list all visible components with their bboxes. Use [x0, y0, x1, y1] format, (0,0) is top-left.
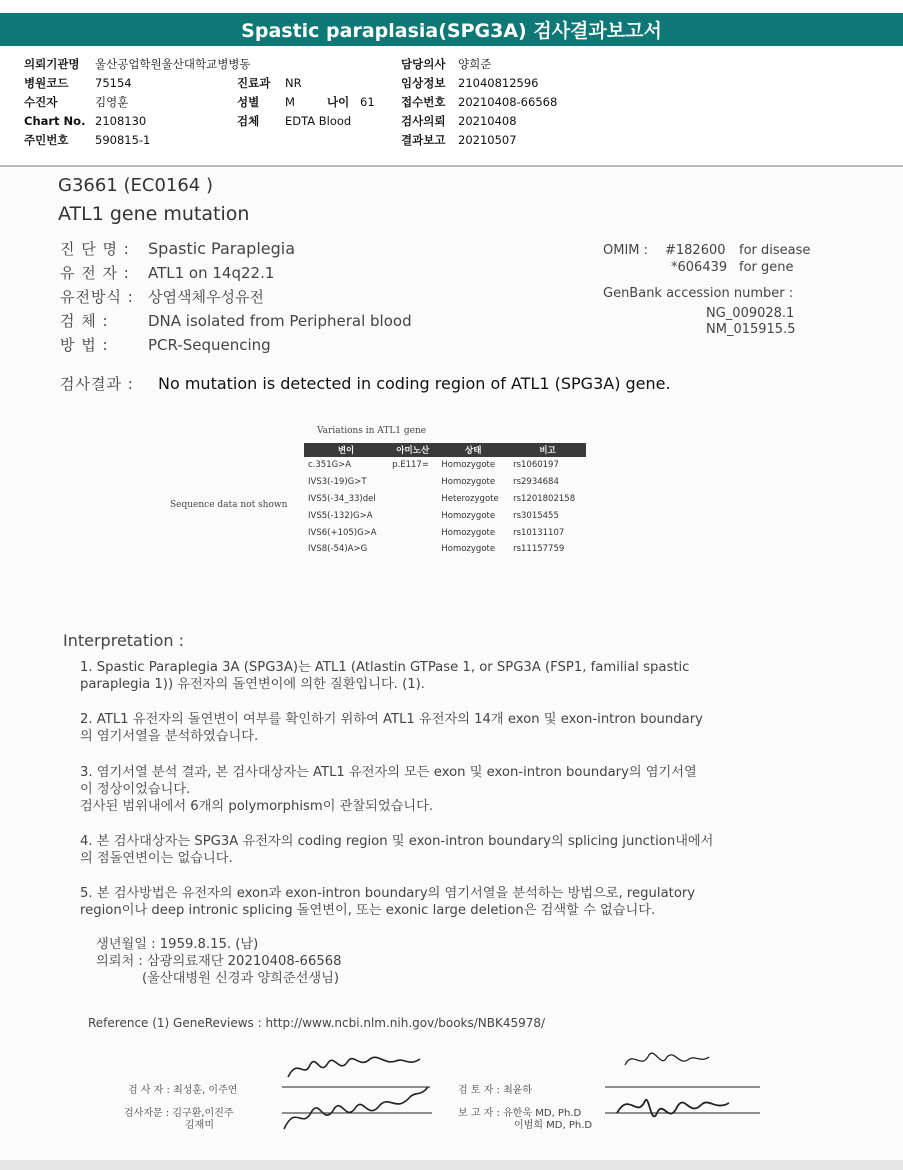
- header-col-1: [24, 55, 251, 150]
- test-fields: [60, 238, 412, 358]
- header-col-2: [237, 74, 375, 131]
- reviewer-signature: [605, 1047, 765, 1147]
- header-col-3: [401, 55, 557, 150]
- variations-title: Variations in ATL1 gene: [317, 426, 427, 436]
- header-row: 결과보고 20210507: [401, 133, 517, 147]
- test-name: ATL1 gene mutation: [58, 203, 250, 225]
- table-row: IVS5(-34_33)del Heterozygote rs1201802158: [308, 493, 576, 504]
- table-header-row: [304, 443, 586, 457]
- header-row: 담당의사 양희준: [401, 57, 492, 71]
- column-header: 아미노산: [388, 443, 437, 457]
- column-header: 비고: [509, 443, 586, 457]
- reference-line: Reference (1) GeneReviews : http://www.ncbi.nlm.nih.gov/books/NBK45978/: [88, 1016, 546, 1030]
- interpretation-item: 1. Spastic Paraplegia 3A (SPG3A)는 ATL1 (Atlastin GTPase 1, or SPG3A (FSP1, familial spastic paraplegia 1)) 유전자의 돌연변이에 의한 질환입니다. (1).: [80, 660, 690, 692]
- report-title: Spastic paraplasia(SPG3A) 검사결과보고서: [0, 13, 903, 46]
- header-row: 검체 EDTA Blood: [237, 114, 352, 128]
- header-row: 임상정보 21040812596: [401, 76, 539, 90]
- header-row: 진료과 NR: [237, 76, 302, 90]
- patient-note: 생년월일 : 1959.8.15. (남) 의뢰처 : 삼광의료재단 20210408-66568 (울산대병원 신경과 양희준선생님): [96, 937, 342, 986]
- field-row: 유전방식 : 상염색체우성유전: [60, 288, 264, 306]
- tester-line: 검 사 자 : 최성훈, 이주연: [128, 1085, 238, 1096]
- column-header: 변이: [304, 443, 388, 457]
- field-row: 진 단 명 : Spastic Paraplegia: [60, 239, 296, 258]
- interpretation-item: 3. 염기서열 분석 결과, 본 검사대상자는 ATL1 유전자의 모든 exon 및 exon-intron boundary의 염기서열 이 정상이었습니다. 검사된 범위내에서 6개의 polymorphism이 관찰되었습니다.: [80, 765, 697, 814]
- table-row: IVS6(+105)G>A Homozygote rs10131107: [308, 527, 565, 538]
- interpretation-item: 2. ATL1 유전자의 돌연변이 여부를 확인하기 위하여 ATL1 유전자의 14개 exon 및 exon-intron boundary 의 염기서열을 분석하였습니다.: [80, 712, 703, 744]
- header-row: 검사의뢰 20210408: [401, 114, 517, 128]
- interpretation-item: 5. 본 검사방법은 유전자의 exon과 exon-intron boundary의 염기서열을 분석하는 방법으로, regulatory region이나 deep intronic splicing 돌연변이, 또는 exonic large deletion은 검색할 수 없습니다.: [80, 886, 696, 918]
- table-row: c.351G>A p.E117= Homozygote rs1060197: [308, 460, 559, 471]
- report-body: [0, 167, 903, 1160]
- result-line: 검사결과 : No mutation is detected in coding region of ATL1 (SPG3A) gene.: [60, 374, 671, 393]
- header-row: 병원코드 75154: [24, 76, 132, 90]
- advisor-line: 검사자문 : 김구환,이진주 김재미: [124, 1108, 234, 1131]
- header-row: 의뢰기관명 울산공업학원울산대학교병병동: [24, 57, 251, 71]
- reviewer-line: 검 토 자 : 최윤하: [458, 1085, 533, 1096]
- table-row: IVS3(-19)G>T Homozygote rs2934684: [308, 477, 559, 488]
- header-row: 주민번호 590815-1: [24, 133, 151, 147]
- page-bottom-bar: [0, 1160, 903, 1170]
- header-row: 수진자 김영훈: [24, 95, 129, 109]
- interpretation-item: 4. 본 검사대상자는 SPG3A 유전자의 coding region 및 exon-intron boundary의 splicing junction내에서 의 점돌연변이는 없습니다.: [80, 834, 714, 866]
- variations-side-note: Sequence data not shown: [170, 500, 288, 510]
- variations-table: [304, 443, 586, 558]
- tester-signature: [280, 1047, 440, 1147]
- field-row: 방 법 : PCR-Sequencing: [60, 336, 271, 354]
- omim-block: OMIM : #182600 for disease *606439 for gene: [603, 243, 811, 275]
- interpretation-heading: Interpretation :: [63, 631, 184, 650]
- header-row: 성별 M 나이 61: [237, 95, 375, 109]
- test-code: G3661 (EC0164 ): [58, 175, 213, 196]
- header-row: Chart No. 2108130: [24, 114, 147, 128]
- genbank-label: GenBank accession number :: [603, 286, 794, 301]
- table-row: IVS5(-132)G>A Homozygote rs3015455: [308, 510, 559, 521]
- header-row: 접수번호 20210408-66568: [401, 95, 558, 109]
- column-header: 상태: [437, 443, 509, 457]
- genbank-accessions: NG_009028.1 NM_015915.5: [706, 306, 796, 337]
- reporter-line: 보 고 자 : 유한욱 MD, Ph.D 이범희 MD, Ph.D: [458, 1108, 593, 1131]
- field-row: 검 체 : DNA isolated from Peripheral blood: [60, 312, 412, 330]
- table-row: IVS8(-54)A>G Homozygote rs11157759: [308, 544, 565, 555]
- field-row: 유 전 자 : ATL1 on 14q22.1: [60, 264, 275, 282]
